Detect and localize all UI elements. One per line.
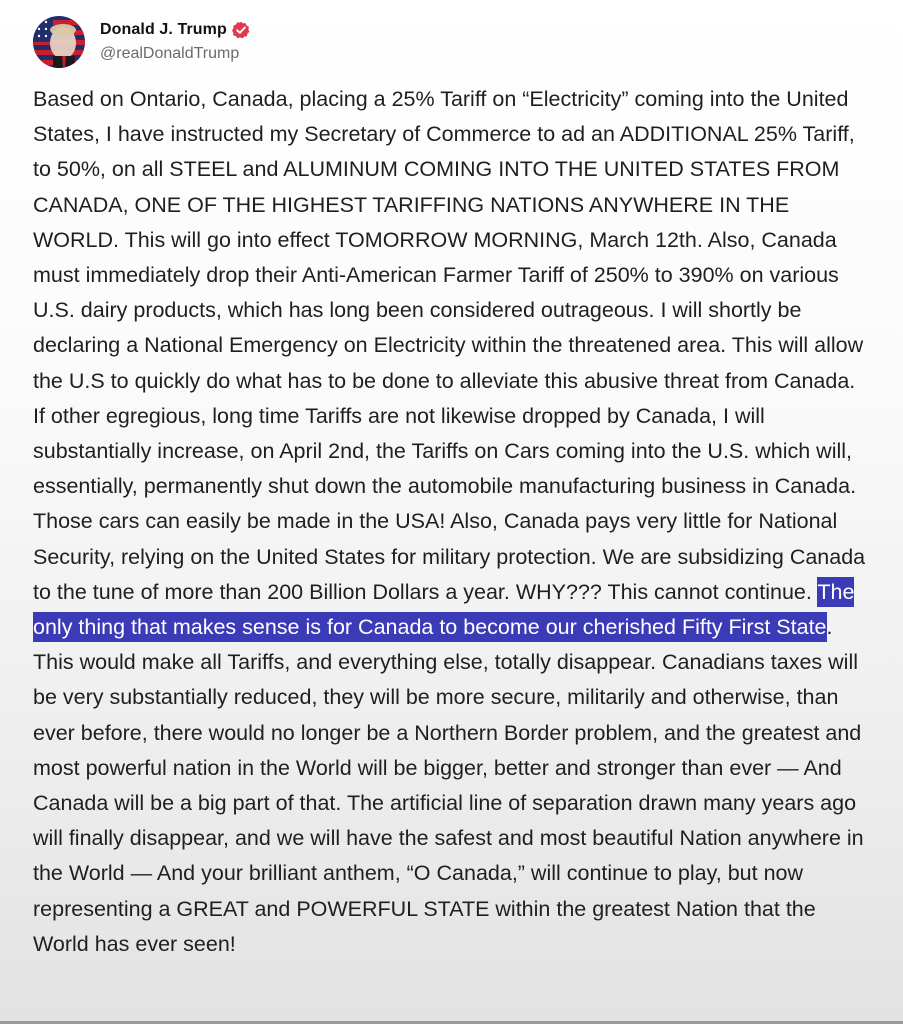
post-header bbox=[33, 14, 870, 70]
author-names bbox=[100, 21, 250, 63]
post-text-after: . This would make all Tariffs, and everything else, totally disappear. Canadians taxes will be very substantially reduced, they will be more secure, militarily and otherwise, than ever before, there would no longer be a Northern Border problem, and the greatest and most powerful nation in the World will be bigger, better and stronger than ever — And Canada will be a big part of that. The artificial line of separation drawn many years ago will finally disappear, and we will have the safest and most beautiful Nation anywhere in the World — And your brilliant anthem, “O Canada,” will continue to play, but now representing a GREAT and POWERFUL STATE within the greatest Nation that the World has ever seen! bbox=[33, 615, 864, 956]
avatar[interactable] bbox=[33, 16, 85, 68]
highlighted-text: The only thing that makes sense is for Canada to become our cherished Fifty First State bbox=[33, 577, 854, 642]
name-row bbox=[100, 21, 250, 39]
author-handle[interactable]: @realDonaldTrump bbox=[100, 45, 240, 62]
post-text-before: Based on Ontario, Canada, placing a 25% Tariff on “Electricity” coming into the United States, I have instructed my Secretary of Commerce to ad an ADDITIONAL 25% Tariff, to 50%, on all STEEL and ALUMINUM COMING INTO THE UNITED STATES FROM CANADA, ONE OF THE HIGHEST TARIFFING NATIONS ANYWHERE IN THE WORLD. This will go into effect TOMORROW MORNING, March 12th. Also, Canada must immediately drop their Anti-American Farmer Tariff of 250% to 390% on various U.S. dairy products, which has long been considered outrageous. I will shortly be declaring a National Emergency on Electricity within the threatened area. This will allow the U.S to quickly do what has to be done to alleviate this abusive threat from Canada. If other egregious, long time Tariffs are not likewise dropped by Canada, I will substantially increase, on April 2nd, the Tariffs on Cars coming into the U.S. which will, essentially, permanently shut down the automobile manufacturing business in Canada. Those cars can easily be made in the USA! Also, Canada pays very little for National Security, relying on the United States for military protection. We are subsidizing Canada to the tune of more than 200 Billion Dollars a year. WHY??? This cannot continue. bbox=[33, 87, 866, 604]
author-display-name[interactable]: Donald J. Trump bbox=[100, 21, 227, 38]
post-body bbox=[33, 82, 870, 962]
verified-badge-icon bbox=[232, 21, 250, 39]
